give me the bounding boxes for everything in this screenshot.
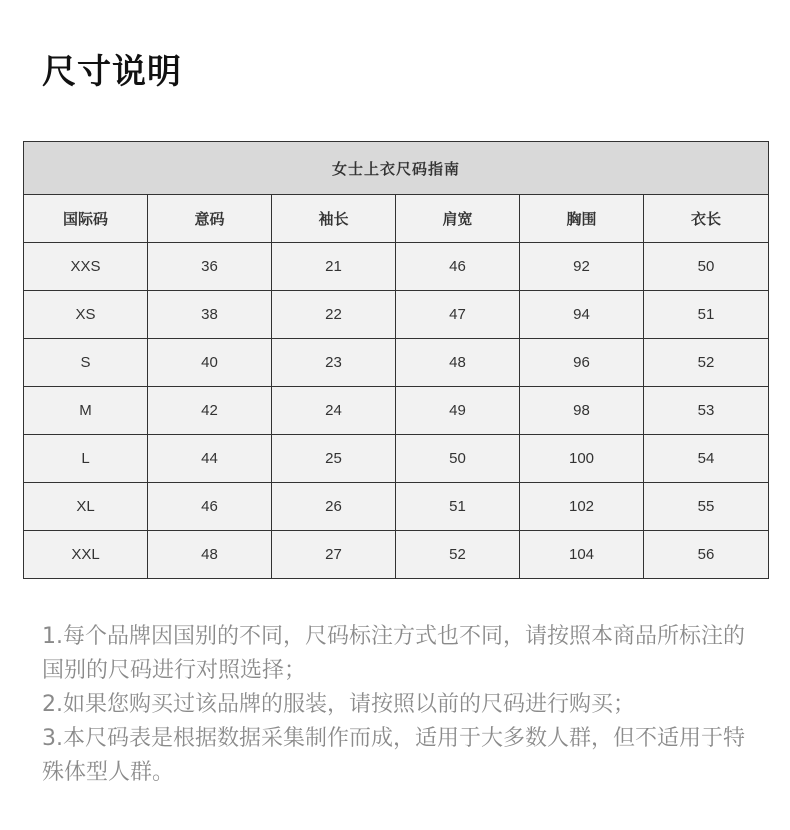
note-item: 1.每个品牌因国别的不同，尺码标注方式也不同，请按照本商品所标注的国别的尺码进行对照选择； [42,624,745,683]
page-title: 尺寸说明 [42,52,182,92]
table-cell: 27 [272,531,396,579]
table-cell: 38 [148,291,272,339]
table-cell: 55 [644,483,769,531]
table-cell: 50 [644,243,769,291]
size-notes [42,620,762,790]
table-cell: 42 [148,387,272,435]
table-cell: 21 [272,243,396,291]
header-international-size: 国际码 [24,195,148,243]
header-sleeve-length: 袖长 [272,195,396,243]
table-cell: XS [24,291,148,339]
table-cell: 54 [644,435,769,483]
table-cell: S [24,339,148,387]
table-row [24,387,769,435]
table-cell: XXS [24,243,148,291]
table-cell: L [24,435,148,483]
table-cell: 24 [272,387,396,435]
table-cell: 53 [644,387,769,435]
note-item: 2.如果您购买过该品牌的服装，请按照以前的尺码进行购买； [42,692,635,717]
size-chart-table [23,141,769,579]
table-cell: M [24,387,148,435]
table-cell: 25 [272,435,396,483]
table-cell: 26 [272,483,396,531]
table-cell: 92 [520,243,644,291]
header-bust: 胸围 [520,195,644,243]
table-caption-row [24,142,769,195]
table-row [24,291,769,339]
table-cell: 48 [396,339,520,387]
table-row [24,243,769,291]
table-cell: 36 [148,243,272,291]
table-cell: 49 [396,387,520,435]
table-cell: 104 [520,531,644,579]
table-cell: 98 [520,387,644,435]
note-item: 3.本尺码表是根据数据采集制作而成，适用于大多数人群，但不适用于特殊体型人群。 [42,726,745,785]
table-cell: 51 [396,483,520,531]
table-row [24,339,769,387]
header-shoulder-width: 肩宽 [396,195,520,243]
table-header-row [24,195,769,243]
table-cell: 94 [520,291,644,339]
table-cell: 22 [272,291,396,339]
table-cell: 52 [644,339,769,387]
table-cell: 46 [148,483,272,531]
table-cell: 56 [644,531,769,579]
table-row [24,435,769,483]
table-cell: 46 [396,243,520,291]
table-cell: 47 [396,291,520,339]
table-cell: 52 [396,531,520,579]
table-cell: 51 [644,291,769,339]
table-row [24,483,769,531]
table-cell: 50 [396,435,520,483]
table-cell: 48 [148,531,272,579]
table-cell: XXL [24,531,148,579]
table-cell: 40 [148,339,272,387]
header-italian-size: 意码 [148,195,272,243]
table-cell: 96 [520,339,644,387]
header-garment-length: 衣长 [644,195,769,243]
table-cell: 23 [272,339,396,387]
table-cell: 100 [520,435,644,483]
table-caption: 女士上衣尺码指南 [24,142,769,195]
table-cell: XL [24,483,148,531]
table-row [24,531,769,579]
table-cell: 44 [148,435,272,483]
table-cell: 102 [520,483,644,531]
